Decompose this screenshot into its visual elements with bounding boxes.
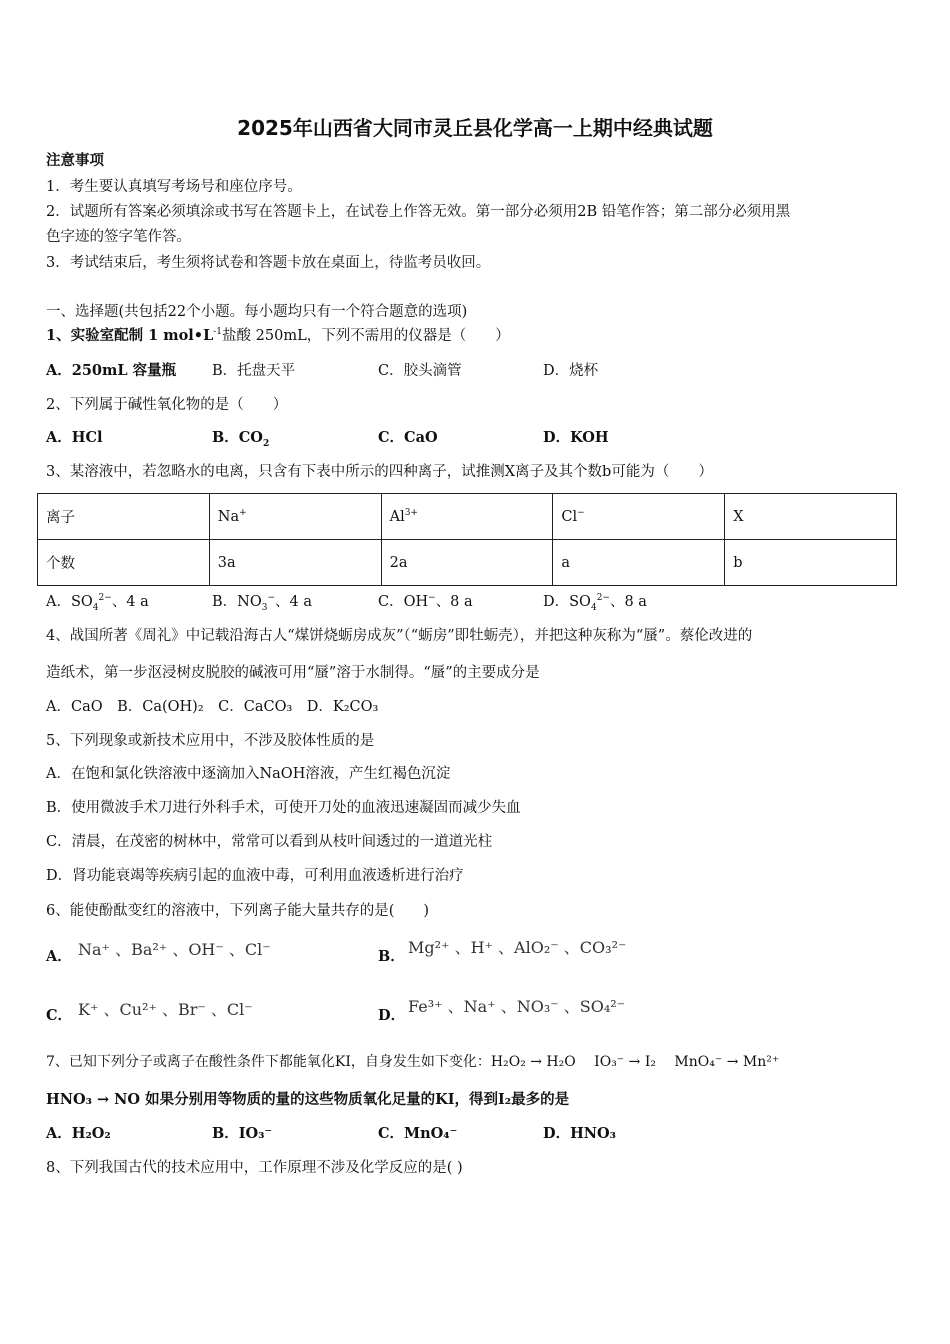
- notice-item: 2．试题所有答案必须填涂或书写在答题卡上，在试卷上作答无效。第一部分必须用2B 铅笔作答；第二部分必须用黑: [46, 204, 791, 220]
- table-cell: 3a: [209, 540, 381, 586]
- q3-option-b: B．$NO_3^-$、4 a: [212, 593, 312, 613]
- q1-option-d: D．烧杯: [543, 363, 599, 379]
- table-cell: $Al^{3+}$: [381, 494, 553, 540]
- table-cell: b: [725, 540, 897, 586]
- q6-option-b-label: B．: [378, 948, 405, 965]
- table-cell: X: [725, 494, 897, 540]
- table-row: [38, 540, 897, 586]
- notice-item: 1．考生要认真填写考场号和座位序号。: [46, 179, 302, 195]
- q1-option-a: A．250mL 容量瓶: [46, 362, 177, 379]
- q7-option-c: C．MnO₄⁻: [378, 1125, 458, 1142]
- question-7-line-1: 7、已知下列分子或离子在酸性条件下都能氧化KI，自身发生如下变化：H₂O₂ → H₂O IO₃⁻ → I₂ MnO₄⁻ → Mn²⁺: [46, 1054, 780, 1070]
- q6-option-d-label: D．: [378, 1007, 406, 1024]
- table-cell: 2a: [381, 540, 553, 586]
- notice-heading: 注意事项: [46, 152, 104, 169]
- question-5-stem: 5、下列现象或新技术应用中，不涉及胶体性质的是: [46, 733, 375, 749]
- page-title: 2025年山西省大同市灵丘县化学高一上期中经典试题: [237, 116, 713, 140]
- q7-option-d: D．HNO₃: [543, 1125, 617, 1142]
- question-7-line-2: HNO₃ → NO 如果分别用等物质的量的这些物质氧化足量的KI，得到I₂最多的是: [46, 1091, 570, 1108]
- table-cell: Cl−: [553, 494, 725, 540]
- q2-option-a: A．HCl: [46, 429, 103, 446]
- table-cell: 离子: [38, 494, 210, 540]
- q5-option-a: A．在饱和氯化铁溶液中逐滴加入NaOH溶液，产生红褐色沉淀: [46, 766, 451, 782]
- q5-option-d: D．肾功能衰竭等疾病引起的血液中毒，可利用血液透析进行治疗: [46, 868, 464, 884]
- notice-item: 色字迹的签字笔作答。: [46, 229, 191, 245]
- q2-option-c: C．CaO: [378, 429, 438, 446]
- q7-option-b: B．IO₃⁻: [212, 1125, 273, 1142]
- q3-option-d: D．$SO_4^{2-}$、8 a: [543, 593, 647, 613]
- table-row: [38, 494, 897, 540]
- q6-option-a-label: A．: [46, 948, 72, 965]
- notice-item: 3．考试结束后，考生须将试卷和答题卡放在桌面上，待监考员收回。: [46, 255, 491, 271]
- q1-option-b: B．托盘天平: [212, 363, 296, 379]
- q4-options: A．CaO B．Ca(OH)₂ C．CaCO₃ D．K₂CO₃: [46, 699, 379, 715]
- q6-option-c-label: C．: [46, 1007, 73, 1024]
- question-3-stem: 3、某溶液中，若忽略水的电离，只含有下表中所示的四种离子，试推测X离子及其个数b可能为（ ）: [46, 464, 713, 480]
- q3-option-a: A．$SO_4^{2-}$、4 a: [46, 593, 149, 613]
- q6-option-c-ions: K⁺ 、Cu²⁺ 、Br⁻ 、Cl⁻: [78, 1000, 253, 1019]
- q7-option-a: A．H₂O₂: [46, 1125, 111, 1142]
- q6-option-d-ions: Fe³⁺ 、Na⁺ 、NO₃⁻ 、SO₄²⁻: [408, 997, 626, 1016]
- q5-option-c: C．清晨，在茂密的树林中，常常可以看到从枝叶间透过的一道道光柱: [46, 834, 493, 850]
- table-cell: 个数: [38, 540, 210, 586]
- ion-table: [37, 493, 897, 586]
- question-4-line-2: 造纸术，第一步沤浸树皮脱胶的碱液可用“蜃”溶于水制得。“蜃”的主要成分是: [46, 665, 540, 681]
- question-2-stem: 2、下列属于碱性氧化物的是（ ）: [46, 397, 288, 413]
- question-1-stem: 1、实验室配制 1 $mol•L^{-1}$盐酸 250mL，下列不需用的仪器是（ ）: [46, 327, 510, 344]
- q6-option-b-ions: Mg²⁺ 、H⁺ 、AlO₂⁻ 、CO₃²⁻: [408, 938, 627, 957]
- q2-option-d: D．KOH: [543, 429, 609, 446]
- question-4-line-1: 4、战国所著《周礼》中记载沿海古人“煤饼烧蛎房成灰”（“蛎房”即牡蛎壳），并把这种灰称为“蜃”。蔡伦改进的: [46, 628, 753, 644]
- section-heading: 一、选择题(共包括22个小题。每小题均只有一个符合题意的选项): [46, 304, 468, 320]
- q1-option-c: C．胶头滴管: [378, 363, 462, 379]
- question-6-stem: 6、能使酚酞变红的溶液中，下列离子能大量共存的是( ): [46, 903, 430, 919]
- q3-option-c: C．OH−、8 a: [378, 593, 473, 610]
- q6-option-a-ions: Na⁺ 、Ba²⁺ 、OH⁻ 、Cl⁻: [78, 940, 271, 959]
- table-cell: Na+: [209, 494, 381, 540]
- q5-option-b: B．使用微波手术刀进行外科手术，可使开刀处的血液迅速凝固而减少失血: [46, 800, 521, 816]
- table-cell: a: [553, 540, 725, 586]
- q2-option-b: B．$CO_2$: [212, 429, 270, 449]
- question-8-stem: 8、下列我国古代的技术应用中，工作原理不涉及化学反应的是( ): [46, 1160, 463, 1176]
